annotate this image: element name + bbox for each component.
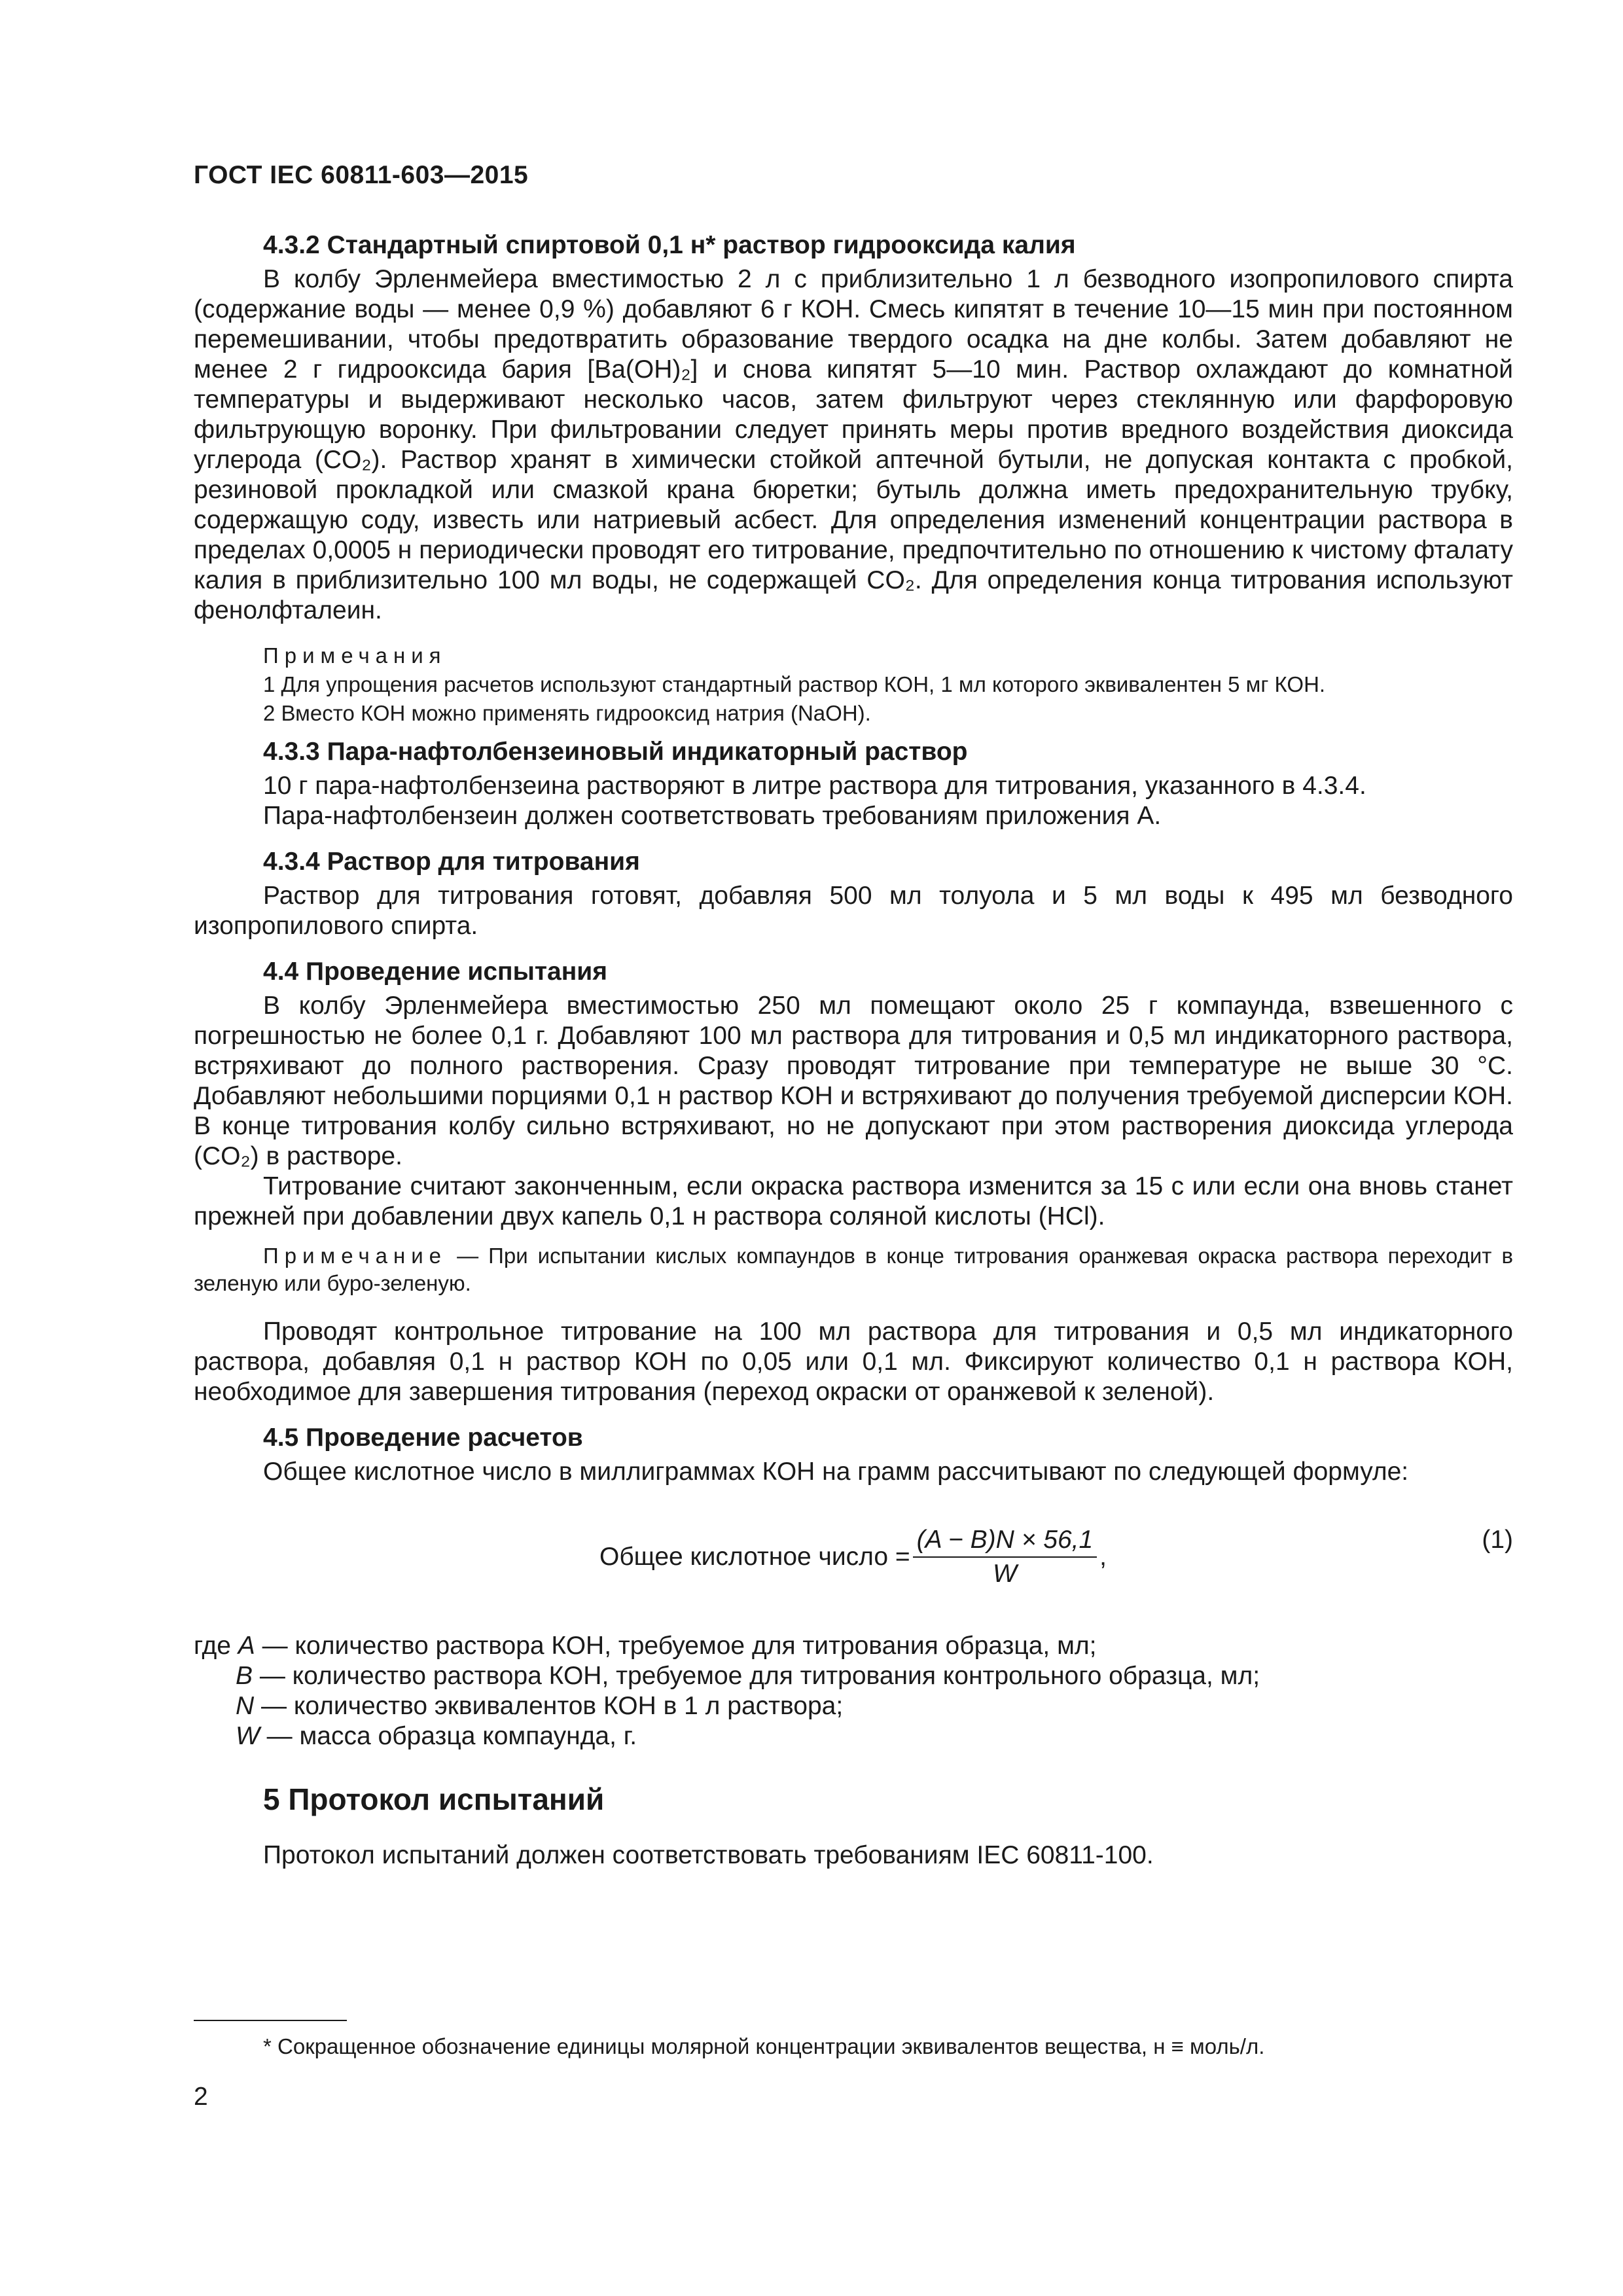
formula-fraction (913, 1525, 1097, 1589)
section-4-5-heading: 4.5 Проведение расчетов (263, 1424, 583, 1452)
section-4-3-4-heading: 4.3.4 Раствор для титрования (263, 848, 640, 876)
definition-symbol: N (236, 1692, 255, 1720)
formula-denominator: W (992, 1560, 1017, 1588)
section-4-5-text: Общее кислотное число в миллиграммах КОН на грамм рассчитывают по следующей формуле: (263, 1458, 1409, 1486)
running-header: ГОСТ IEC 60811-603—2015 (194, 161, 529, 189)
footnote: * Сокращенное обозначение единицы молярной концентрации эквивалентов вещества, н ≡ моль/л. (263, 2034, 1265, 2058)
definition-w (194, 1721, 1513, 1751)
note-label: Примечание (263, 1244, 448, 1268)
section-4-3-2-text: В колбу Эрленмейера вместимостью 2 л с приблизительно 1 л безводного изопропилового спирта (содержание воды — менее 0,9 %) добавляют 6 г КОН. Смесь кипятят в течение 10—15 мин при постоянном перемешивании, чтобы предотвратить образование твердого осадка на дне колбы. Затем добавляют не менее 2 г гидрооксида бария [Ba(OH)₂] и снова кипятят 5—10 мин. Раствор охлаждают до комнатной температуры и выдерживают несколько часов, затем фильтруют через стеклянную или фарфоровую фильтрующую воронку. При фильтровании следует принять меры против вредного воздействия диоксида углерода (CO₂). Раствор хранят в химически стойкой аптечной бутыли, не допуская контакта с пробкой, резиновой прокладкой или смазкой крана бюретки; бутыль должна иметь предохранительную трубку, содержащую соду, известь или натриевый асбест. Для определения изменений концентрации раствора в пределах 0,0005 н периодически проводят его титрование, предпочтительно по отношению к чистому фталату калия в приблизительно 100 мл воды, не содержащей CO₂. Для определения конца титрования используют фенолфталеин. (194, 265, 1513, 624)
where-label: где (194, 1632, 231, 1660)
section-4-4-note (194, 1242, 1513, 1297)
note-text: — При испытании кислых компаундов в конце титрования оранжевая окраска раствора переходит в зеленую или буро-зеленую. (194, 1244, 1513, 1295)
section-4-3-3-text-2: Пара-нафтолбензеин должен соответствовать требованиям приложения А. (263, 802, 1162, 830)
formula-number: (1) (1482, 1526, 1513, 1554)
section-4-3-3-heading: 4.3.3 Пара-нафтолбензеиновый индикаторный раствор (263, 738, 968, 766)
definition-text: — количество раствора КОН, требуемое для титрования контрольного образца, мл; (253, 1662, 1260, 1690)
formula-expression (599, 1525, 1107, 1589)
formula-tail: , (1099, 1543, 1107, 1571)
section-4-3-2-heading: 4.3.2 Стандартный спиртовой 0,1 н* раствор гидрооксида калия (263, 231, 1076, 259)
note-2: 2 Вместо КОН можно применять гидрооксид натрия (NaOH). (263, 701, 871, 725)
note-1: 1 Для упрощения расчетов используют стандартный раствор КОН, 1 мл которого эквивалентен 5 мг КОН. (263, 672, 1326, 696)
section-4-4-text-1: В колбу Эрленмейера вместимостью 250 мл помещают около 25 г компаунда, взвешенного с погрешностью не более 0,1 г. Добавляют 100 мл раствора для титрования и 0,5 мл индикаторного раствора, встряхивают до полного растворения. Сразу проводят титрование при температуре не выше 30 °С. Добавляют небольшими порциями 0,1 н раствор КОН и встряхивают до получения требуемой дисперсии КОН. В конце титрования колбу сильно встряхивают, но не допускают при этом растворения диоксида углерода (CO₂) в растворе. (194, 992, 1513, 1170)
formula-lhs: Общее кислотное число = (599, 1543, 910, 1571)
notes-title: Примечания (263, 643, 447, 668)
formula-numerator: (A − B)N × 56,1 (913, 1525, 1097, 1558)
formula-definitions (194, 1631, 1513, 1751)
definition-b (194, 1661, 1513, 1691)
section-4-3-3-text-1: 10 г пара-нафтолбензеина растворяют в литре раствора для титрования, указанного в 4.3.4. (263, 772, 1366, 800)
page-number: 2 (194, 2083, 208, 2111)
section-4-4-heading: 4.4 Проведение испытания (263, 958, 607, 986)
definition-symbol: W (236, 1722, 260, 1750)
notes-block (194, 641, 1513, 728)
definition-text: — количество раствора КОН, требуемое для титрования образца, мл; (255, 1632, 1097, 1660)
definition-symbol: A (238, 1632, 255, 1660)
definition-text: — масса образца компаунда, г. (259, 1722, 637, 1750)
footnote-divider (194, 2020, 347, 2021)
definition-n (194, 1691, 1513, 1721)
definition-text: — количество эквивалентов КОН в 1 л раствора; (254, 1692, 844, 1720)
section-5-text: Протокол испытаний должен соответствовать требованиям IEC 60811-100. (263, 1841, 1154, 1869)
section-4-4-text-2: Титрование считают законченным, если окраска раствора изменится за 15 с или если она вновь станет прежней при добавлении двух капель 0,1 н раствора соляной кислоты (HCl). (194, 1172, 1513, 1230)
page-body (194, 230, 1513, 1871)
section-4-4-text-3: Проводят контрольное титрование на 100 мл раствора для титрования и 0,5 мл индикаторного раствора, добавляя 0,1 н раствор КОН по 0,05 или 0,1 мл. Фиксируют количество 0,1 н раствора КОН, необходимое для завершения титрования (переход окраски от оранжевой к зеленой). (194, 1318, 1513, 1406)
section-5-heading: 5 Протокол испытаний (263, 1782, 605, 1816)
definition-a (194, 1631, 1513, 1661)
formula-1 (194, 1513, 1513, 1592)
definition-symbol: B (236, 1662, 253, 1690)
section-4-3-4-text: Раствор для титрования готовят, добавляя 500 мл толуола и 5 мл воды к 495 мл безводного изопропилового спирта. (194, 882, 1513, 940)
